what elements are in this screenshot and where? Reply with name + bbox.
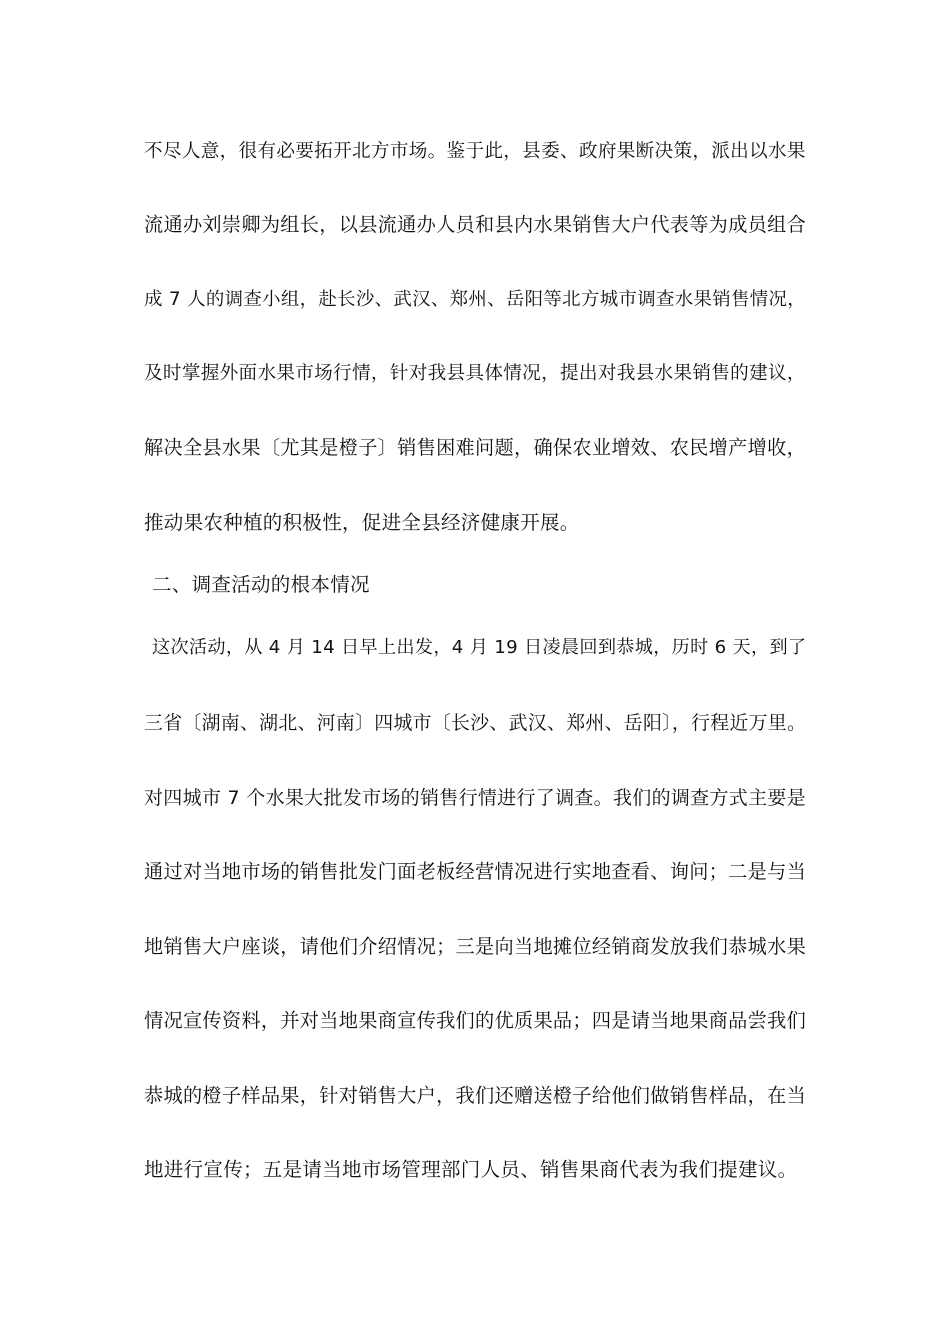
body-text-line: 对四城市 7 个水果大批发市场的销售行情进行了调查。我们的调查方式主要是: [144, 787, 806, 809]
body-text-line: 流通办刘崇卿为组长，以县流通办人员和县内水果销售大户代表等为成员组合: [144, 213, 807, 236]
body-text-line: 地销售大户座谈，请他们介绍情况；三是向当地摊位经销商发放我们恭城水果: [144, 935, 807, 958]
body-text-line: 成 7 人的调查小组，赴长沙、武汉、郑州、岳阳等北方城市调查水果销售情况，: [144, 289, 806, 310]
section-heading: 二、调查活动的根本情况: [152, 573, 370, 596]
body-text-line: 这次活动，从 4 月 14 日早上出发，4 月 19 日凌晨回到恭城，历时 6 天，到了: [152, 637, 807, 658]
body-text-line: 通过对当地市场的销售批发门面老板经营情况进行实地查看、询问；二是与当: [144, 860, 807, 883]
body-text-line: 地进行宣传；五是请当地市场管理部门人员、销售果商代表为我们提建议。: [144, 1158, 798, 1181]
body-text-line: 恭城的橙子样品果，针对销售大户，我们还赠送橙子给他们做销售样品，在当: [144, 1084, 807, 1107]
body-text-line: 解决全县水果〔尤其是橙子〕销售困难问题，确保农业增效、农民增产增收，: [144, 436, 807, 459]
body-text-line: 不尽人意，很有必要拓开北方市场。鉴于此，县委、政府果断决策，派出以水果: [144, 141, 806, 162]
body-text-line: 三省〔湖南、湖北、河南〕四城市〔长沙、武汉、郑州、岳阳〕，行程近万里。: [144, 712, 807, 734]
body-text-line: 情况宣传资料，并对当地果商宣传我们的优质果品；四是请当地果商品尝我们: [144, 1009, 807, 1032]
body-text-line: 及时掌握外面水果市场行情，针对我县具体情况，提出对我县水果销售的建议，: [144, 363, 806, 384]
body-text-line: 推动果农种植的积极性，促进全县经济健康开展。: [144, 511, 580, 534]
